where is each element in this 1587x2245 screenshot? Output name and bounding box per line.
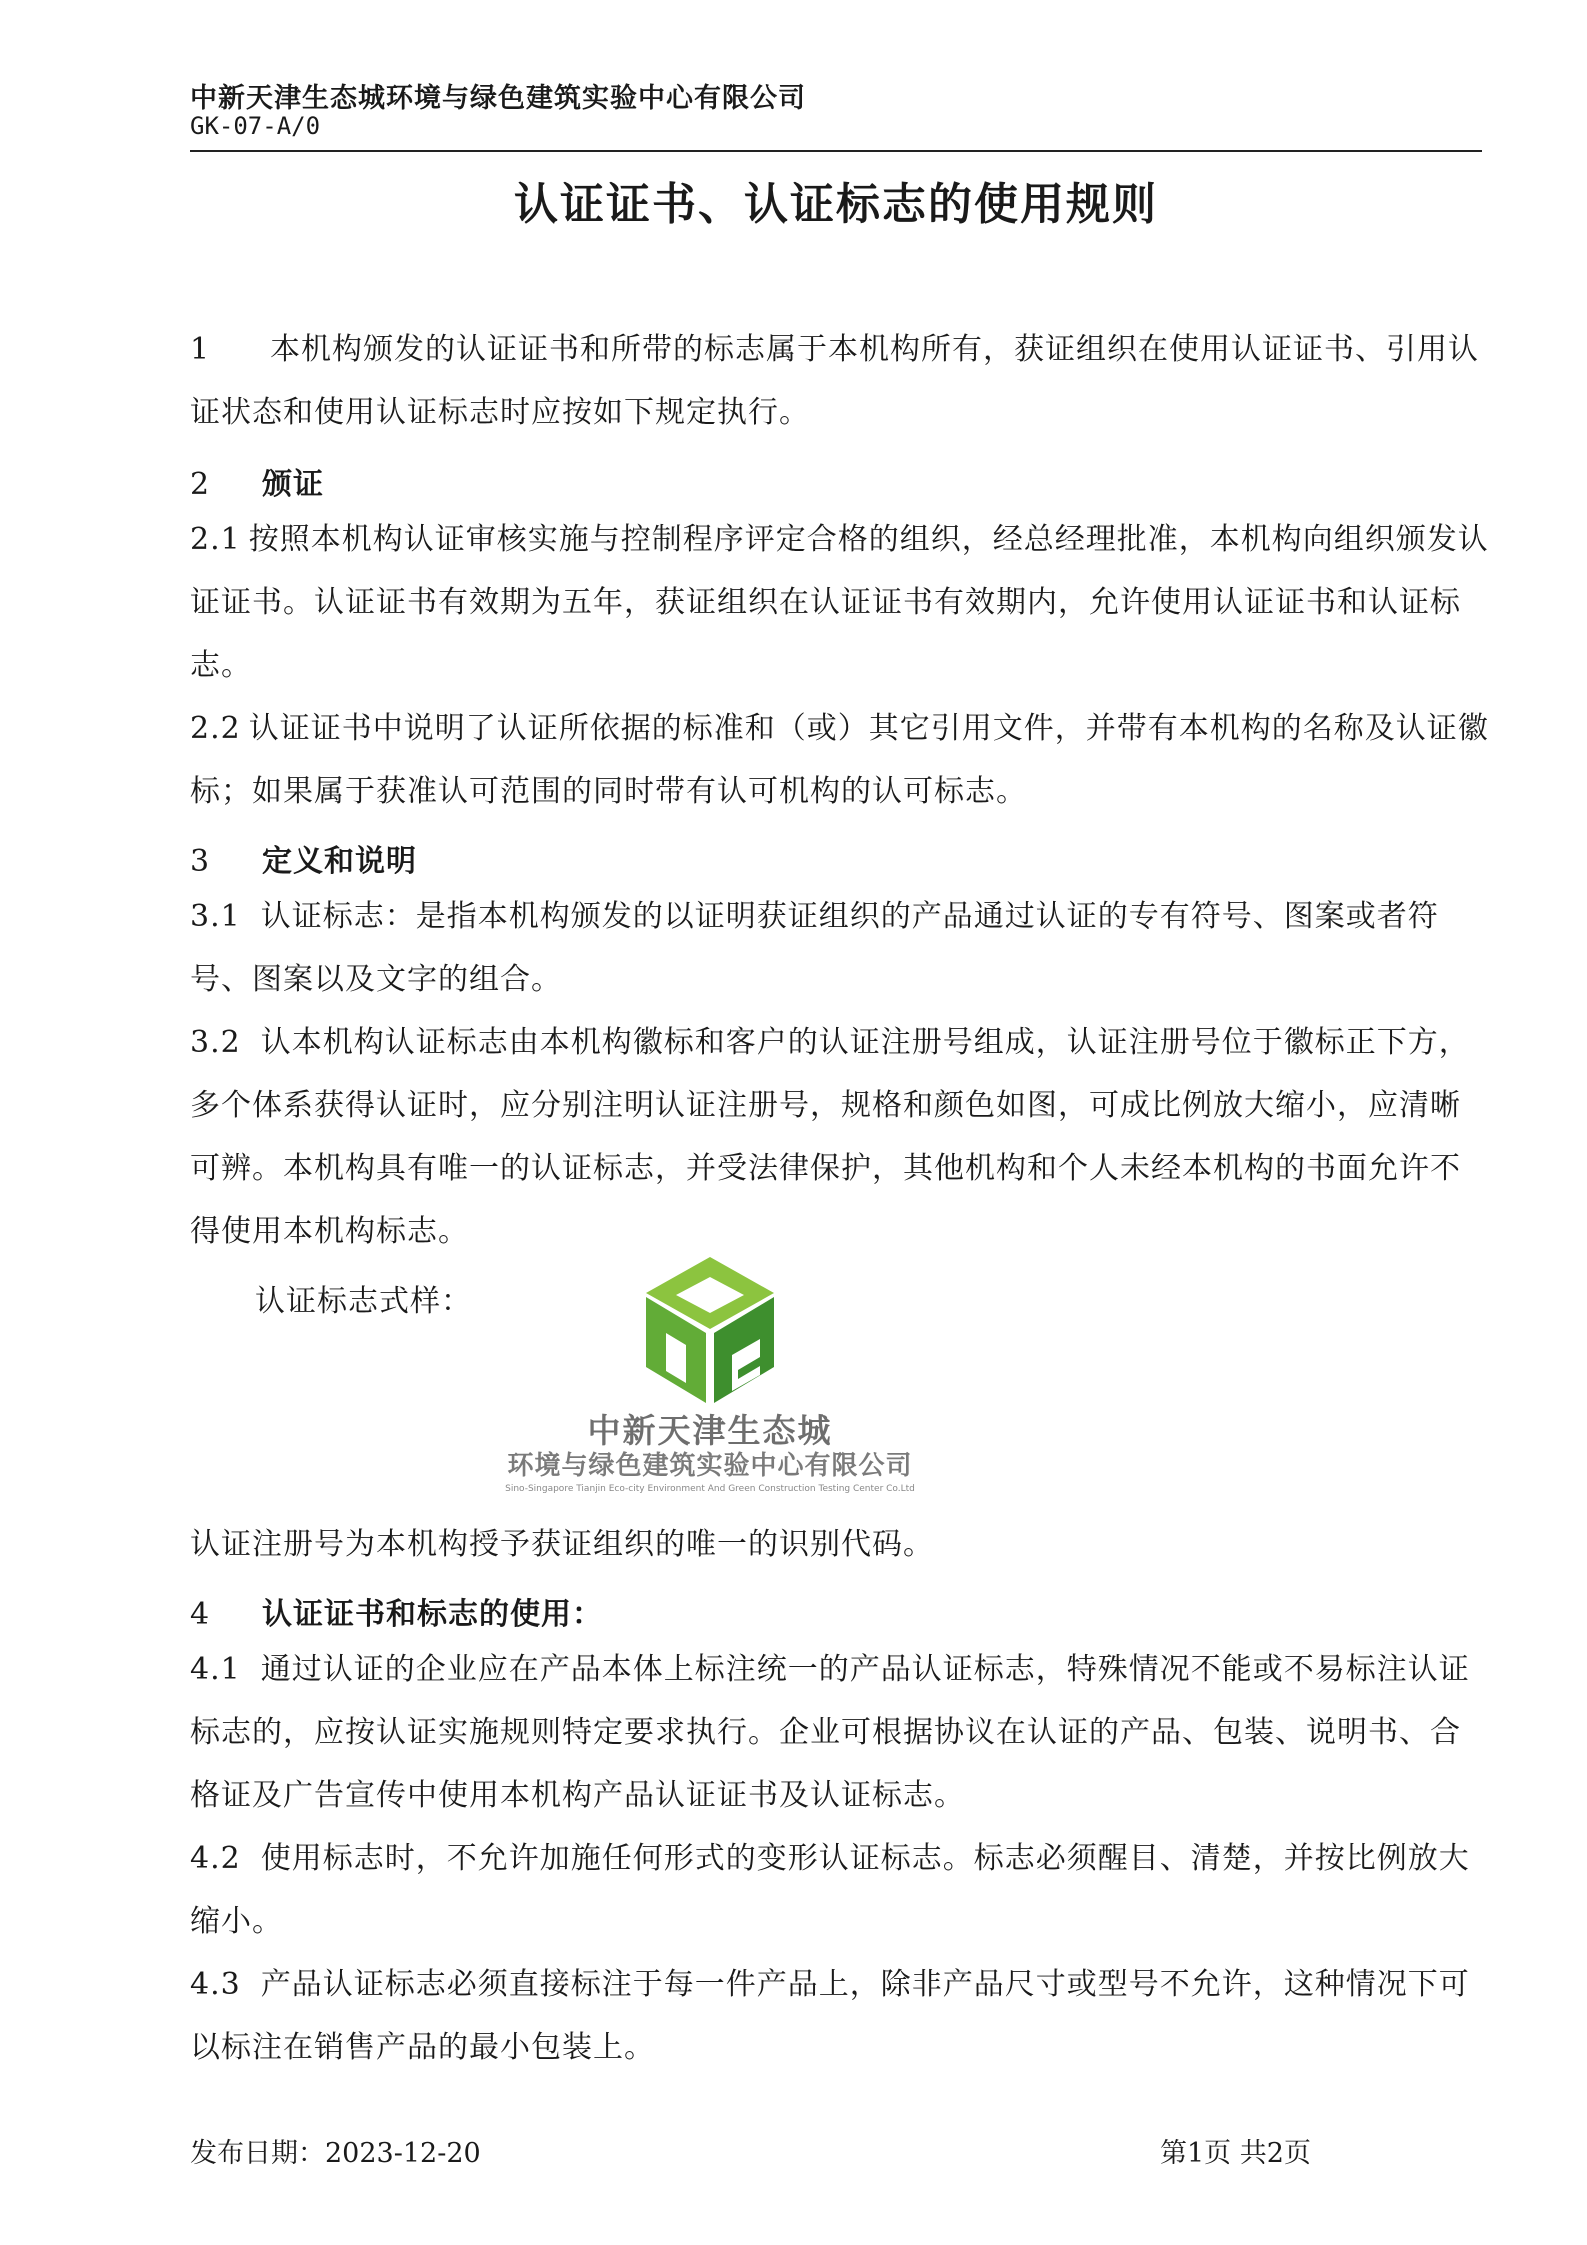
section-2-1-paragraph [190, 508, 1490, 697]
section-number: 2 [190, 467, 211, 502]
section-number: 3.1 [190, 899, 241, 934]
section-2-2-paragraph [190, 697, 1490, 823]
section-3-heading [190, 836, 417, 880]
section-number: 4.2 [190, 1841, 241, 1876]
section-number: 4.3 [190, 1967, 241, 2002]
section-number: 2.1 [190, 522, 241, 557]
document-code: GK-07-A/0 [190, 112, 321, 140]
paragraph-text: 认证证书中说明了认证所依据的标准和（或）其它引用文件，并带有本机构的名称及认证徽标；如果属于获准认可范围的同时带有认可机构的认可标志。 [190, 711, 1489, 809]
section-4-heading [190, 1589, 603, 1633]
paragraph-text: 认本机构认证标志由本机构徽标和客户的认证注册号组成，认证注册号位于徽标正下方，多个体系获得认证时，应分别注明认证注册号，规格和颜色如图，可成比例放大缩小，应清晰可辨。本机构具有唯一的认证标志，并受法律保护，其他机构和个人未经本机构的书面允许不得使用本机构标志。 [190, 1025, 1470, 1249]
section-2-heading [190, 459, 324, 503]
paragraph-text: 本机构颁发的认证证书和所带的标志属于本机构所有，获证组织在使用认证证书、引用认证状态和使用认证标志时应按如下规定执行。 [190, 332, 1479, 430]
logo-english-line: Sino-Singapore Tianjin Eco-city Environment And Green Construction Testing Center Co.Ltd [505, 1484, 915, 1494]
paragraph-text: 通过认证的企业应在产品本体上标注统一的产品认证标志，特殊情况不能或不易标注认证标志的，应按认证实施规则特定要求执行。企业可根据协议在认证的产品、包装、说明书、合格证及广告宣传中使用本机构产品认证证书及认证标志。 [190, 1652, 1470, 1813]
section-number: 4 [190, 1597, 211, 1632]
section-number: 4.1 [190, 1652, 241, 1687]
paragraph-text: 按照本机构认证审核实施与控制程序评定合格的组织，经总经理批准，本机构向组织颁发认证证书。认证证书有效期为五年，获证组织在认证证书有效期内，允许使用认证证书和认证标志。 [190, 522, 1489, 683]
publish-date: 发布日期：2023-12-20 [190, 2138, 481, 2169]
section-number: 1 [190, 332, 211, 367]
certification-logo [470, 1255, 950, 1505]
heading-text: 认证证书和标志的使用： [262, 1597, 603, 1632]
paragraph-text: 使用标志时，不允许加施任何形式的变形认证标志。标志必须醒目、清楚，并按比例放大缩小。 [190, 1841, 1470, 1939]
header-divider [190, 150, 1482, 152]
logo-cube-icon [470, 1255, 950, 1405]
registration-note: 认证注册号为本机构授予获证组织的唯一的识别代码。 [190, 1527, 934, 1562]
heading-text: 定义和说明 [262, 844, 417, 879]
section-number: 2.2 [190, 711, 241, 746]
section-number: 3.2 [190, 1025, 241, 1060]
page-number: 第1页 共2页 [1160, 2138, 1311, 2169]
logo-sample-label: 认证标志式样： [255, 1284, 472, 1319]
section-3-2-paragraph [190, 1011, 1490, 1263]
section-4-2-paragraph [190, 1827, 1490, 1953]
logo-chinese-line-2: 环境与绿色建筑实验中心有限公司 [507, 1451, 913, 1481]
section-1-paragraph [190, 318, 1490, 444]
section-3-1-paragraph [190, 885, 1490, 1011]
section-4-1-paragraph [190, 1638, 1490, 1827]
page-title: 认证证书、认证标志的使用规则 [514, 179, 1158, 230]
section-4-3-paragraph [190, 1953, 1490, 2079]
paragraph-text: 认证标志：是指本机构颁发的以证明获证组织的产品通过认证的专有符号、图案或者符号、图案以及文字的组合。 [190, 899, 1439, 997]
logo-chinese-line-1: 中新天津生态城 [587, 1411, 833, 1450]
heading-text: 颁证 [262, 467, 324, 502]
section-number: 3 [190, 844, 211, 879]
paragraph-text: 产品认证标志必须直接标注于每一件产品上，除非产品尺寸或型号不允许，这种情况下可以标注在销售产品的最小包装上。 [190, 1967, 1470, 2065]
header-organization: 中新天津生态城环境与绿色建筑实验中心有限公司 [190, 83, 806, 114]
